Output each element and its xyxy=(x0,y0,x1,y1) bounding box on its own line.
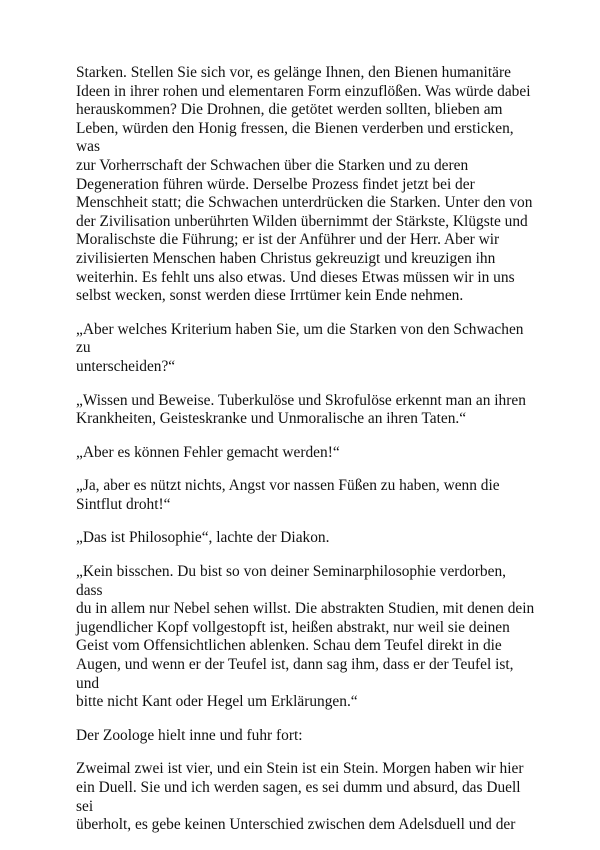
paragraph-flood-reply: „Ja, aber es nützt nichts, Angst vor nassen Füßen zu haben, wenn die Sintflut droht!“ xyxy=(76,477,500,513)
paragraph-deacon-laugh: „Das ist Philosophie“, lachte der Diakon. xyxy=(76,529,330,547)
paragraph-mistakes-objection: „Aber es können Fehler gemacht werden!“ xyxy=(76,443,340,461)
paragraph-zoologist-pause: Der Zoologe hielt inne und fuhr fort: xyxy=(76,726,303,744)
paragraph-bees-argument: Starken. Stellen Sie sich vor, es gelänge Ihnen, den Bienen humanitäre Ideen in ihrer rohen und elementaren Form einzuflößen. Was würde dabei herauskommen? Die Drohnen, die getötet werden sollten, blieben am Leben, würden den Honig fressen, die Bienen verderben und ersticken, was zur Vorherrschaft der Schwachen über die Starken und zu deren Degeneration führen würde. Derselbe Prozess findet jetzt bei der Menschheit statt; die Schwachen unterdrücken die Starken. Unter den von der Zivilisation unberührten Wilden übernimmt der Stärkste, Klügste und Moralischste die Führung; er ist der Anführer und der Herr. Aber wir zivilisierten Menschen haben Christus gekreuzigt und kreuzigen ihn weiterhin. Es fehlt uns also etwas. Und dieses Etwas müssen wir in uns selbst wecken, sonst werden diese Irrtümer kein Ende nehmen. xyxy=(76,64,533,305)
paragraph-devil-speech: „Kein bisschen. Du bist so von deiner Seminarphilosophie verdorben, dass du in allem nur Nebel sehen willst. Die abstrakten Studien, mit denen dein jugendlicher Kopf vollgestopft ist, heißen abstrakt, nur weil sie deinen Geist vom Offensichtlichen ablenken. Schau dem Teufel direkt in die Augen, und wenn er der Teufel ist, dann sag ihm, dass er der Teufel ist, und bitte nicht Kant oder Hegel um Erklärungen.“ xyxy=(76,563,535,711)
paragraph-duel-statement: Zweimal zwei ist vier, und ein Stein ist ein Stein. Morgen haben wir hier ein Duell. Sie und ich werden sagen, es sei dumm und absurd, das Duell sei überholt, es gebe keinen Unterschied zwischen dem Adelsduell und der xyxy=(76,760,524,834)
document-page xyxy=(76,64,536,850)
paragraph-knowledge-answer: „Wissen und Beweise. Tuberkulöse und Skrofulöse erkennt man an ihren Krankheiten, Geisteskranke und Unmoralische an ihren Taten.“ xyxy=(76,391,526,428)
paragraph-criterion-question: „Aber welches Kriterium haben Sie, um die Starken von den Schwachen zu unterscheiden?“ xyxy=(76,320,524,375)
